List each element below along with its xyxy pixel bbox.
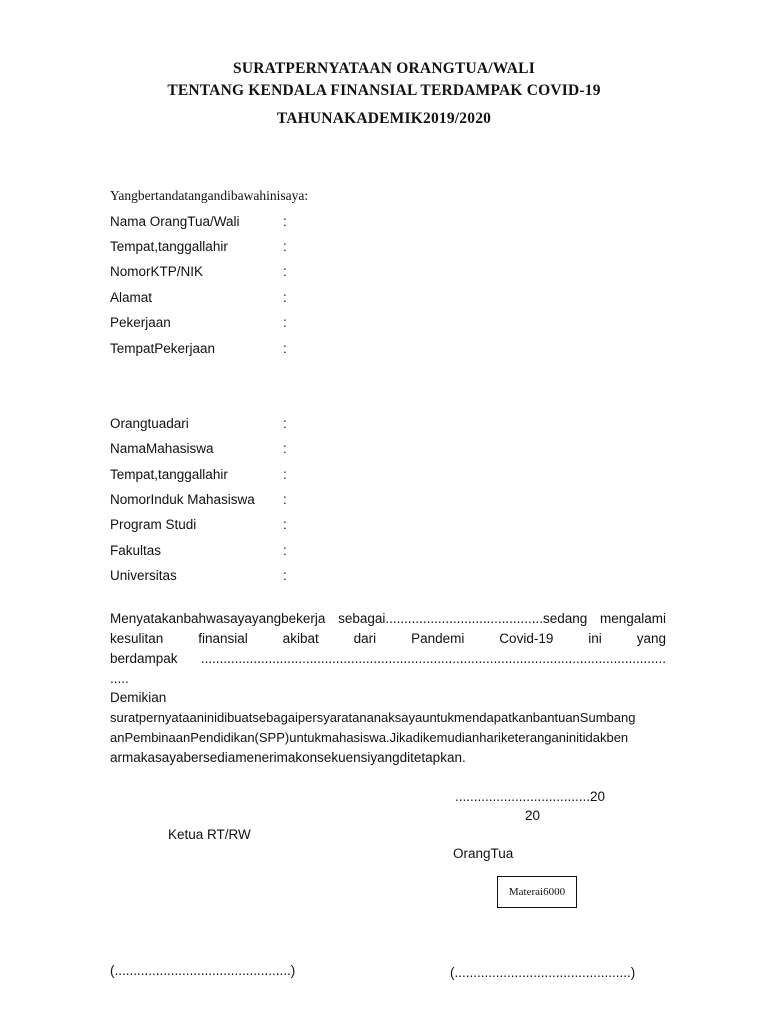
parent-label: OrangTua <box>453 846 514 861</box>
field-label: NomorInduk Mahasiswa <box>110 492 255 507</box>
field-colon: : <box>283 467 287 482</box>
field-label: TempatPekerjaan <box>110 341 216 356</box>
title-line-1: SURATPERNYATAAN ORANGTUA/WALI <box>233 60 535 77</box>
field-colon: : <box>283 517 287 532</box>
field-label: NamaMahasiswa <box>110 441 214 456</box>
field-colon: : <box>283 290 287 305</box>
field-label: Pekerjaan <box>110 315 171 330</box>
field-label: Universitas <box>110 568 177 583</box>
date-line: ....................................20 <box>455 789 606 804</box>
closing-line: Demikian <box>110 690 167 705</box>
intro-text: Yangbertandatangandibawahinisaya: <box>110 188 309 203</box>
date-year: 20 <box>525 808 541 823</box>
stamp-box <box>497 876 577 908</box>
signature-left: (...............................................) <box>110 963 296 978</box>
field-label: Tempat,tanggallahir <box>110 239 228 254</box>
field-colon: : <box>283 441 287 456</box>
closing-paragraph <box>110 688 666 768</box>
field-colon: : <box>283 492 287 507</box>
title-line-3: TAHUNAKADEMIK2019/2020 <box>276 110 492 127</box>
field-label: Program Studi <box>110 517 197 532</box>
field-colon: : <box>283 264 287 279</box>
statement-paragraph <box>110 609 666 689</box>
field-label: Tempat,tanggallahir <box>110 467 228 482</box>
field-colon: : <box>283 568 287 583</box>
stamp-label: Materai6000 <box>508 886 566 898</box>
field-label: Nama OrangTua/Wali <box>110 214 240 229</box>
rt-rw-label: Ketua RT/RW <box>168 827 251 842</box>
field-label: NomorKTP/NIK <box>110 264 204 279</box>
field-colon: : <box>283 315 287 330</box>
statement-line: Menyatakanbahwasayayangbekerja sebagai..........................................sedang mengalami <box>110 611 666 626</box>
closing-line: suratpernyataaninidibuatsebagaipersyaratananaksayauntukmendapatkanbantuanSumbang <box>110 710 636 725</box>
field-label: Alamat <box>110 290 153 305</box>
field-colon: : <box>283 239 287 254</box>
field-colon: : <box>283 543 287 558</box>
field-colon: : <box>283 341 287 356</box>
signature-right: (...............................................) <box>450 965 636 980</box>
field-colon: : <box>283 416 287 431</box>
statement-line: kesulitan finansial akibat dari Pandemi Covid-19 ini yang <box>110 631 666 646</box>
field-colon: : <box>283 214 287 229</box>
statement-line: berdampak ............................................................................................................................ <box>110 651 666 666</box>
field-label: Fakultas <box>110 543 162 558</box>
closing-line: armakasayabersediamenerimakonsekuensiyangditetapkan. <box>110 750 466 765</box>
field-label: Orangtuadari <box>110 416 189 431</box>
closing-line: anPembinaanPendidikan(SPP)untukmahasiswa.Jikadikemudianhariketeranganinitidakben <box>110 730 629 745</box>
statement-line: ..... <box>110 671 129 686</box>
title-line-2: TENTANG KENDALA FINANSIAL TERDAMPAK COVID-19 <box>167 82 601 99</box>
